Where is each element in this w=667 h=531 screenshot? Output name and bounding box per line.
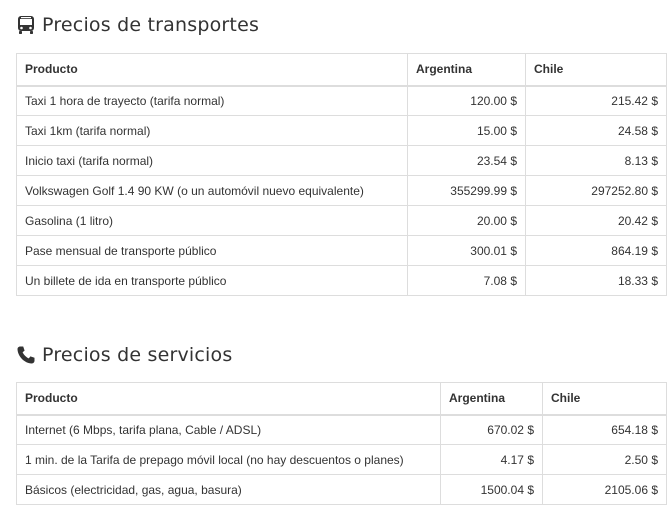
- product-cell: 1 min. de la Tarifa de prepago móvil local (no hay descuentos o planes): [17, 445, 441, 475]
- table-row: [17, 475, 667, 505]
- services-title: Precios de servicios: [42, 344, 233, 366]
- chile-price-cell: 2.50 $: [543, 445, 667, 475]
- argentina-price-cell: 4.17 $: [441, 445, 543, 475]
- chile-price-cell: 2105.06 $: [543, 475, 667, 505]
- chile-price-cell: 18.33 $: [526, 266, 667, 296]
- argentina-price-cell: 300.01 $: [408, 236, 526, 266]
- table-row: [17, 116, 667, 146]
- product-cell: Taxi 1km (tarifa normal): [17, 116, 408, 146]
- table-row: [17, 176, 667, 206]
- chile-price-cell: 864.19 $: [526, 236, 667, 266]
- product-cell: Gasolina (1 litro): [17, 206, 408, 236]
- chile-price-cell: 215.42 $: [526, 86, 667, 116]
- transport-prices-table: [16, 53, 667, 296]
- chile-price-cell: 297252.80 $: [526, 176, 667, 206]
- product-cell: Inicio taxi (tarifa normal): [17, 146, 408, 176]
- table-row: [17, 86, 667, 116]
- argentina-price-cell: 7.08 $: [408, 266, 526, 296]
- table-header-row: [17, 54, 667, 86]
- services-section-heading: [16, 344, 232, 366]
- phone-icon: [16, 345, 36, 365]
- table-row: [17, 146, 667, 176]
- argentina-price-cell: 1500.04 $: [441, 475, 543, 505]
- argentina-price-cell: 670.02 $: [441, 415, 543, 445]
- argentina-price-cell: 20.00 $: [408, 206, 526, 236]
- product-cell: Taxi 1 hora de trayecto (tarifa normal): [17, 86, 408, 116]
- chile-price-cell: 24.58 $: [526, 116, 667, 146]
- column-header-argentina: Argentina: [441, 383, 543, 415]
- column-header-product: Producto: [17, 54, 408, 86]
- column-header-product: Producto: [17, 383, 441, 415]
- table-row: [17, 206, 667, 236]
- chile-price-cell: 654.18 $: [543, 415, 667, 445]
- table-row: [17, 236, 667, 266]
- product-cell: Volkswagen Golf 1.4 90 KW (o un automóvil nuevo equivalente): [17, 176, 408, 206]
- argentina-price-cell: 15.00 $: [408, 116, 526, 146]
- product-cell: Básicos (electricidad, gas, agua, basura): [17, 475, 441, 505]
- services-prices-table: [16, 382, 667, 505]
- product-cell: Internet (6 Mbps, tarifa plana, Cable / ADSL): [17, 415, 441, 445]
- chile-price-cell: 20.42 $: [526, 206, 667, 236]
- bus-icon: [16, 15, 36, 35]
- column-header-argentina: Argentina: [408, 54, 526, 86]
- column-header-chile: Chile: [543, 383, 667, 415]
- transport-title: Precios de transportes: [42, 14, 260, 36]
- table-row: [17, 445, 667, 475]
- product-cell: Pase mensual de transporte público: [17, 236, 408, 266]
- table-row: [17, 415, 667, 445]
- argentina-price-cell: 23.54 $: [408, 146, 526, 176]
- transport-section-heading: [16, 14, 259, 36]
- column-header-chile: Chile: [526, 54, 667, 86]
- argentina-price-cell: 120.00 $: [408, 86, 526, 116]
- table-row: [17, 266, 667, 296]
- table-header-row: [17, 383, 667, 415]
- product-cell: Un billete de ida en transporte público: [17, 266, 408, 296]
- chile-price-cell: 8.13 $: [526, 146, 667, 176]
- argentina-price-cell: 355299.99 $: [408, 176, 526, 206]
